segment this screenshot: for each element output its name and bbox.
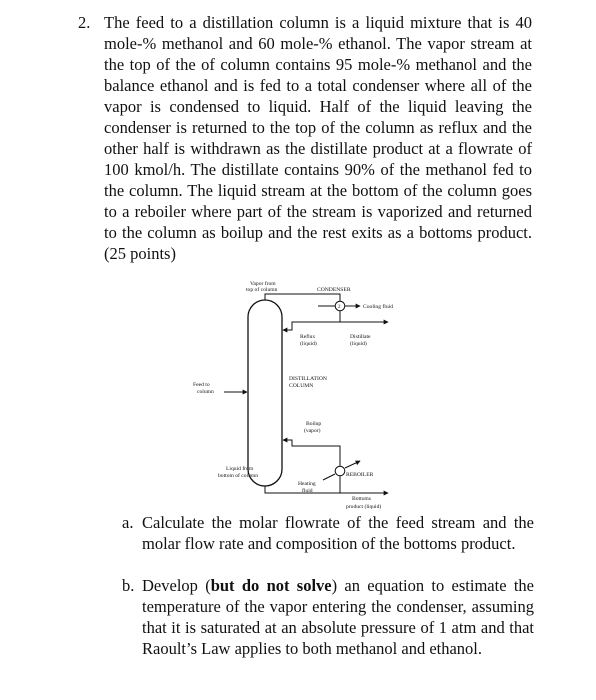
- part-b-emphasis: but do not solve: [210, 576, 332, 595]
- part-b-text-after: ) an equation to estimate the temperature of the vapor entering the condenser, assuming that it is saturated at an absolute pressure of 1 atm and that Raoult’s Law applies to both methanol and ethanol.: [142, 576, 534, 658]
- reboiler-symbol: [335, 466, 345, 476]
- part-b-text-before: Develop (: [142, 576, 211, 595]
- problem-statement: The feed to a distillation column is a liquid mixture that is 40 mole-% methanol and 60 mole-% ethanol. The vapor stream at the top of the of column contains 95 mole-% methanol and the balance ethanol and is fed to a total condenser where all of the vapor is condensed to liquid. Half of the liquid leaving the condenser is returned to the top of the column as reflux and the other half is withdrawn as the distillate product at a flowrate of 100 kmol/h. The distillate contains 90% of the methanol fed to the column. The liquid stream at the bottom of the column goes to a reboiler where part of the stream is vaporized and returned to the column as boilup and the rest exits as a bottoms product. (25 points): [104, 13, 532, 263]
- label-vapor-from-top-2: top of column: [246, 287, 278, 293]
- part-b: [122, 575, 534, 659]
- label-liquid-bottom-2: bottom of column: [218, 473, 259, 479]
- part-a: [122, 512, 534, 554]
- problem-number: 2.: [78, 13, 91, 32]
- label-reflux-2: (liquid): [300, 341, 317, 347]
- part-a-text: Calculate the molar flowrate of the feed stream and the molar flow rate and composition of the bottoms product.: [142, 513, 534, 553]
- sub-questions: [122, 512, 534, 659]
- part-b-label: b.: [122, 576, 135, 595]
- label-reboiler: REBOILER: [346, 472, 374, 478]
- label-bottoms-2: product (liquid): [346, 504, 382, 510]
- vapor-overhead-line: [265, 294, 340, 301]
- label-distillate: Distillate: [350, 334, 371, 340]
- label-boilup-2: (vapor): [304, 428, 321, 434]
- label-bottoms: Bottoms: [352, 496, 371, 502]
- boilup-line: [283, 440, 340, 466]
- distillation-diagram: [190, 280, 440, 510]
- distillation-column: [248, 300, 282, 486]
- label-condenser: CONDENSER: [317, 287, 351, 293]
- label-feed: Feed to: [193, 382, 210, 388]
- reflux-line: [283, 322, 340, 330]
- label-distillation-column: DISTILLATION: [289, 376, 327, 382]
- label-distillation-column-2: COLUMN: [289, 383, 314, 389]
- label-boilup: Boilup: [306, 421, 322, 427]
- label-reflux: Reflux: [300, 334, 316, 340]
- problem-2: [78, 12, 532, 264]
- label-cooling-fluid: Cooling fluid: [363, 304, 393, 310]
- label-condenser-id: 2: [338, 305, 341, 310]
- label-liquid-bottom: Liquid from: [226, 466, 254, 472]
- label-heating-fluid: Heating: [298, 481, 316, 487]
- label-feed-2: column: [197, 389, 214, 395]
- label-distillate-2: (liquid): [350, 341, 367, 347]
- label-heating-fluid-2: fluid: [302, 488, 313, 494]
- part-a-label: a.: [122, 513, 134, 532]
- label-vapor-from-top: Vapor from: [250, 281, 276, 287]
